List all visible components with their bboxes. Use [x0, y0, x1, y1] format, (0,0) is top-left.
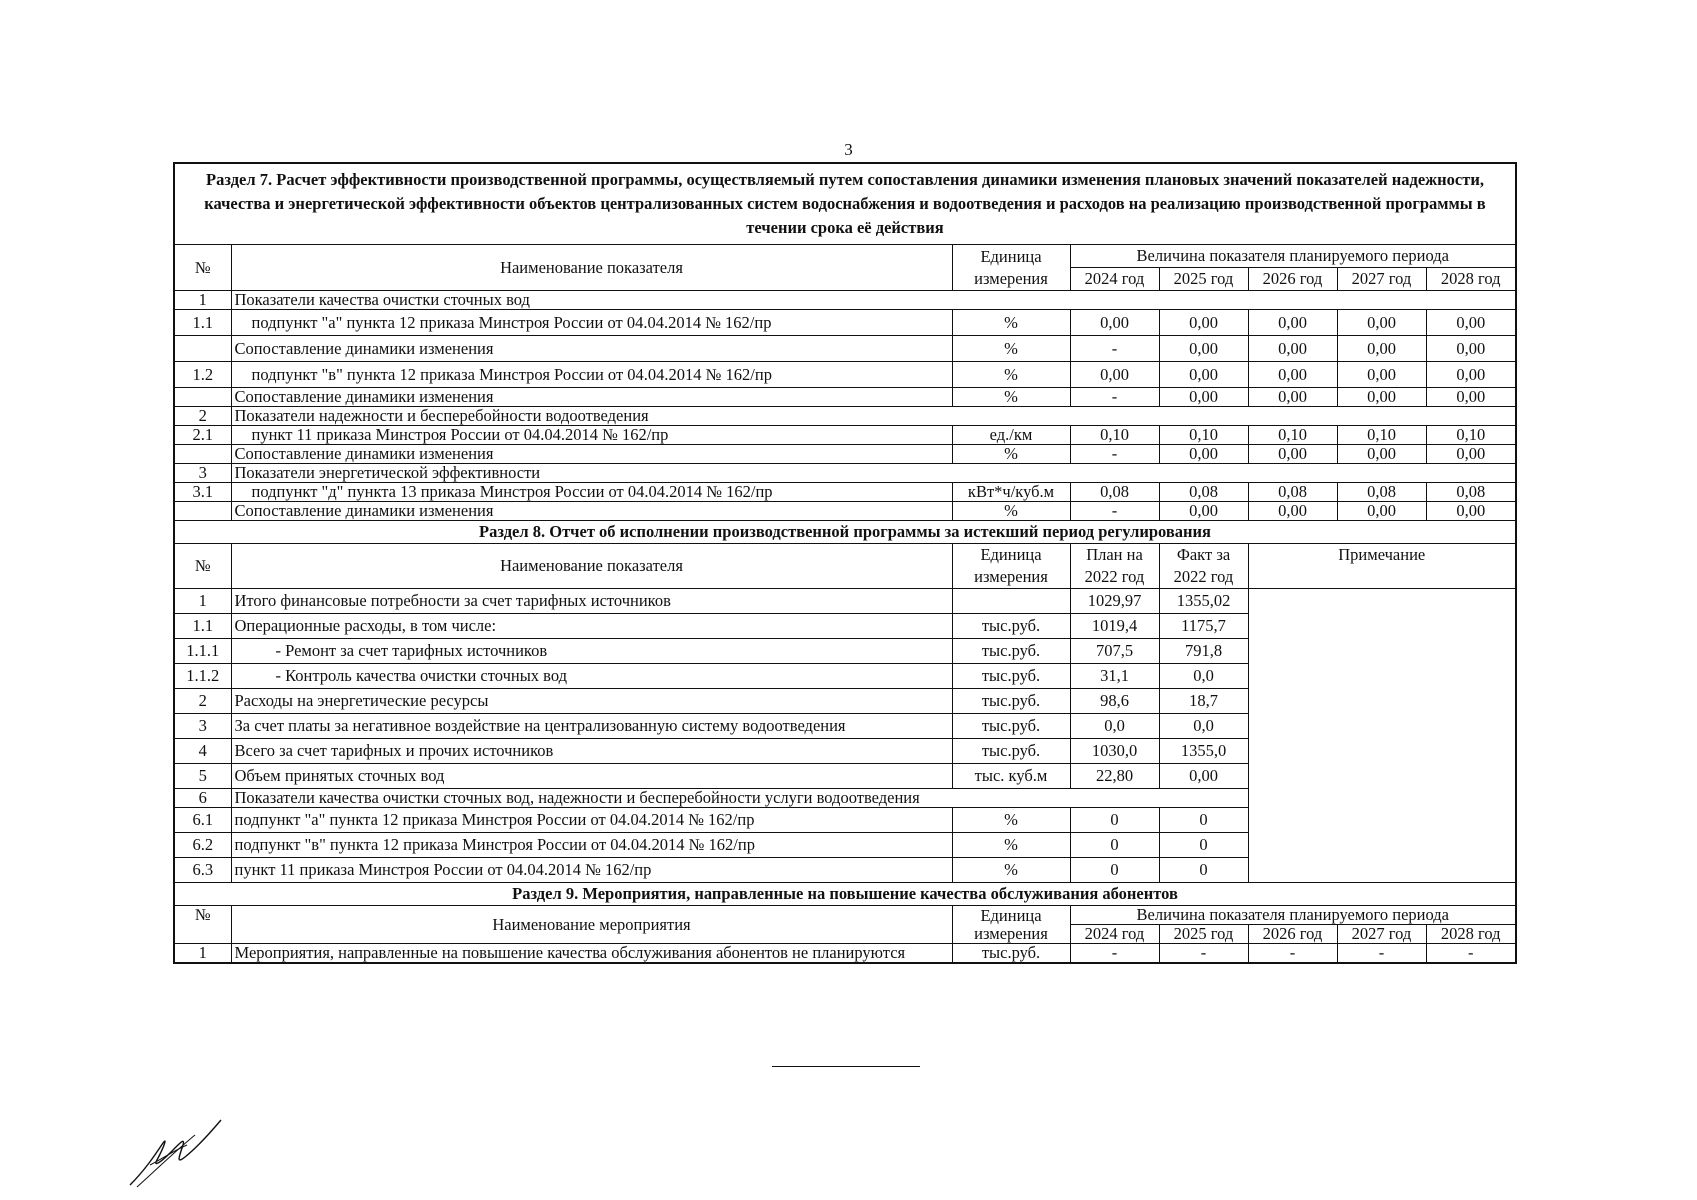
col-header-year: 2025 год: [1159, 925, 1248, 944]
indicator-name: Всего за счет тарифных и прочих источников: [231, 739, 952, 764]
table-row: [174, 310, 1516, 336]
indicator-name: подпункт "в" пункта 12 приказа Минстроя России от 04.04.2014 № 162/пр: [231, 362, 952, 388]
row-number: 6.1: [174, 808, 231, 833]
fact-value: 0,00: [1159, 764, 1248, 789]
row-number: 6: [174, 789, 231, 808]
col-header-period: Величина показателя планируемого периода: [1070, 245, 1516, 268]
value-cell: 0,00: [1070, 362, 1159, 388]
plan-value: 0: [1070, 808, 1159, 833]
plan-value: 22,80: [1070, 764, 1159, 789]
value-cell: 0,00: [1159, 336, 1248, 362]
value-cell: 0,10: [1337, 426, 1426, 445]
indicator-name: Итого финансовые потребности за счет тарифных источников: [231, 589, 952, 614]
indicator-name: Объем принятых сточных вод: [231, 764, 952, 789]
row-number: 1: [174, 944, 231, 964]
value-cell: 0,00: [1248, 336, 1337, 362]
indicator-name: пункт 11 приказа Минстроя России от 04.04.2014 № 162/пр: [231, 858, 952, 883]
col-header-year: 2027 год: [1337, 925, 1426, 944]
header-line: План на: [1086, 545, 1143, 564]
row-number: 6.3: [174, 858, 231, 883]
plan-value: 31,1: [1070, 664, 1159, 689]
value-cell: 0,00: [1159, 388, 1248, 407]
fact-value: 791,8: [1159, 639, 1248, 664]
col-header-year: 2027 год: [1337, 268, 1426, 291]
unit-cell: %: [952, 388, 1070, 407]
col-header-unit: [952, 906, 1070, 944]
row-number: 2: [174, 689, 231, 714]
value-cell: 0,00: [1337, 445, 1426, 464]
col-header-no: №: [174, 906, 231, 944]
value-cell: 0,00: [1337, 388, 1426, 407]
section9-title: Раздел 9. Мероприятия, направленные на повышение качества обслуживания абонентов: [174, 883, 1516, 906]
indicator-name: Сопоставление динамики изменения: [231, 502, 952, 521]
table-row: [174, 464, 1516, 483]
value-cell: 0,08: [1337, 483, 1426, 502]
table-row: [174, 483, 1516, 502]
plan-value: 1030,0: [1070, 739, 1159, 764]
header-line: Факт за: [1176, 545, 1231, 564]
plan-value: 0,0: [1070, 714, 1159, 739]
plan-value: 98,6: [1070, 689, 1159, 714]
report-table: [173, 162, 1517, 964]
unit-cell: тыс.руб.: [952, 689, 1070, 714]
group-heading: Показатели надежности и бесперебойности водоотведения: [231, 407, 1516, 426]
row-number: 2.1: [174, 426, 231, 445]
unit-cell: тыс.руб.: [952, 639, 1070, 664]
unit-cell: тыс. куб.м: [952, 764, 1070, 789]
fact-value: 1175,7: [1159, 614, 1248, 639]
value-cell: 0,00: [1426, 310, 1516, 336]
section8-header-row: [174, 544, 1516, 589]
table-row: [174, 502, 1516, 521]
unit-cell: %: [952, 833, 1070, 858]
row-number: [174, 502, 231, 521]
col-header-period: Величина показателя планируемого периода: [1070, 906, 1516, 925]
value-cell: -: [1337, 944, 1426, 964]
col-header-name: Наименование показателя: [231, 544, 952, 589]
indicator-name: За счет платы за негативное воздействие на централизованную систему водоотведения: [231, 714, 952, 739]
fact-value: 0: [1159, 858, 1248, 883]
row-number: 1.1.1: [174, 639, 231, 664]
group-heading: Показатели качества очистки сточных вод, надежности и бесперебойности услуги водоотведения: [231, 789, 1248, 808]
col-header-no: №: [174, 544, 231, 589]
value-cell: -: [1070, 336, 1159, 362]
value-cell: -: [1159, 944, 1248, 964]
unit-cell: тыс.руб.: [952, 714, 1070, 739]
row-number: 3.1: [174, 483, 231, 502]
value-cell: -: [1070, 502, 1159, 521]
row-number: 4: [174, 739, 231, 764]
col-header-fact: [1159, 544, 1248, 589]
value-cell: 0,00: [1159, 362, 1248, 388]
value-cell: -: [1070, 944, 1159, 964]
header-line: Единица: [980, 246, 1042, 266]
table-row: [174, 407, 1516, 426]
unit-cell: %: [952, 502, 1070, 521]
col-header-year: 2024 год: [1070, 268, 1159, 291]
header-line: 2022 год: [1173, 567, 1234, 586]
group-heading: Показатели энергетической эффективности: [231, 464, 1516, 483]
header-line: измерения: [974, 923, 1048, 943]
unit-cell: %: [952, 445, 1070, 464]
value-cell: 0,00: [1426, 502, 1516, 521]
document-body: [173, 162, 1515, 964]
plan-value: 0: [1070, 858, 1159, 883]
col-header-note: Примечание: [1248, 544, 1516, 589]
fact-value: 18,7: [1159, 689, 1248, 714]
plan-value: 707,5: [1070, 639, 1159, 664]
value-cell: 0,08: [1070, 483, 1159, 502]
value-cell: 0,00: [1248, 310, 1337, 336]
plan-value: 0: [1070, 833, 1159, 858]
value-cell: -: [1426, 944, 1516, 964]
page-number: 3: [844, 140, 853, 159]
value-cell: -: [1070, 388, 1159, 407]
value-cell: 0,00: [1426, 336, 1516, 362]
value-cell: 0,10: [1426, 426, 1516, 445]
row-number: 1.1.2: [174, 664, 231, 689]
col-header-year: 2025 год: [1159, 268, 1248, 291]
group-heading: Показатели качества очистки сточных вод: [231, 291, 1516, 310]
table-row: [174, 362, 1516, 388]
table-row: [174, 336, 1516, 362]
value-cell: 0,00: [1159, 445, 1248, 464]
row-number: 1.1: [174, 310, 231, 336]
unit-cell: тыс.руб.: [952, 739, 1070, 764]
value-cell: 0,00: [1337, 362, 1426, 388]
value-cell: 0,08: [1426, 483, 1516, 502]
fact-value: 0,0: [1159, 714, 1248, 739]
indicator-name: - Контроль качества очистки сточных вод: [231, 664, 952, 689]
section8-title-row: [174, 521, 1516, 544]
row-number: 3: [174, 714, 231, 739]
table-row: [174, 426, 1516, 445]
unit-cell: кВт*ч/куб.м: [952, 483, 1070, 502]
value-cell: 0,00: [1248, 445, 1337, 464]
value-cell: 0,00: [1337, 502, 1426, 521]
indicator-name: Сопоставление динамики изменения: [231, 336, 952, 362]
footer-divider: [772, 1066, 920, 1067]
indicator-name: Операционные расходы, в том числе:: [231, 614, 952, 639]
table-row: [174, 944, 1516, 964]
col-header-name: Наименование мероприятия: [231, 906, 952, 944]
table-row: [174, 388, 1516, 407]
value-cell: -: [1248, 944, 1337, 964]
fact-value: 0,0: [1159, 664, 1248, 689]
row-number: 1: [174, 291, 231, 310]
row-number: 1.1: [174, 614, 231, 639]
indicator-name: пункт 11 приказа Минстроя России от 04.04.2014 № 162/пр: [231, 426, 952, 445]
value-cell: 0,10: [1248, 426, 1337, 445]
section9-title-row: [174, 883, 1516, 906]
value-cell: 0,08: [1159, 483, 1248, 502]
value-cell: 0,00: [1426, 362, 1516, 388]
plan-value: 1019,4: [1070, 614, 1159, 639]
table-row: [174, 445, 1516, 464]
table-row: [174, 589, 1516, 614]
activity-name: Мероприятия, направленные на повышение качества обслуживания абонентов не планируются: [231, 944, 952, 964]
value-cell: 0,00: [1070, 310, 1159, 336]
unit-cell: %: [952, 362, 1070, 388]
row-number: 6.2: [174, 833, 231, 858]
indicator-name: - Ремонт за счет тарифных источников: [231, 639, 952, 664]
row-number: 1: [174, 589, 231, 614]
section9-header-row: [174, 906, 1516, 925]
header-line: Единица: [980, 905, 1042, 925]
indicator-name: Расходы на энергетические ресурсы: [231, 689, 952, 714]
unit-cell: %: [952, 310, 1070, 336]
value-cell: 0,00: [1248, 502, 1337, 521]
unit-cell: [952, 589, 1070, 614]
unit-cell: %: [952, 858, 1070, 883]
indicator-name: Сопоставление динамики изменения: [231, 445, 952, 464]
row-number: [174, 388, 231, 407]
indicator-name: подпункт "а" пункта 12 приказа Минстроя России от 04.04.2014 № 162/пр: [231, 310, 952, 336]
indicator-name: Сопоставление динамики изменения: [231, 388, 952, 407]
indicator-name: подпункт "а" пункта 12 приказа Минстроя России от 04.04.2014 № 162/пр: [231, 808, 952, 833]
handwritten-signature: [125, 1115, 225, 1190]
row-number: 1.2: [174, 362, 231, 388]
row-number: [174, 445, 231, 464]
fact-value: 0: [1159, 808, 1248, 833]
unit-cell: тыс.руб.: [952, 664, 1070, 689]
section7-header-row: [174, 245, 1516, 268]
col-header-year: 2026 год: [1248, 268, 1337, 291]
col-header-year: 2024 год: [1070, 925, 1159, 944]
header-line: Единица: [980, 545, 1042, 564]
unit-cell: ед./км: [952, 426, 1070, 445]
value-cell: 0,00: [1159, 310, 1248, 336]
row-number: 5: [174, 764, 231, 789]
col-header-unit: [952, 245, 1070, 291]
value-cell: -: [1070, 445, 1159, 464]
row-number: [174, 336, 231, 362]
col-header-name: Наименование показателя: [231, 245, 952, 291]
value-cell: 0,00: [1426, 445, 1516, 464]
value-cell: 0,00: [1159, 502, 1248, 521]
value-cell: 0,10: [1070, 426, 1159, 445]
unit-cell: тыс.руб.: [952, 944, 1070, 964]
table-row: [174, 291, 1516, 310]
section8-title: Раздел 8. Отчет об исполнении производственной программы за истекший период регулирования: [174, 521, 1516, 544]
row-number: 2: [174, 407, 231, 426]
col-header-year: 2028 год: [1426, 268, 1516, 291]
col-header-plan: [1070, 544, 1159, 589]
indicator-name: подпункт "в" пункта 12 приказа Минстроя России от 04.04.2014 № 162/пр: [231, 833, 952, 858]
fact-value: 0: [1159, 833, 1248, 858]
value-cell: 0,08: [1248, 483, 1337, 502]
header-line: 2022 год: [1084, 567, 1145, 586]
col-header-year: 2026 год: [1248, 925, 1337, 944]
col-header-year: 2028 год: [1426, 925, 1516, 944]
indicator-name: подпункт "д" пункта 13 приказа Минстроя России от 04.04.2014 № 162/пр: [231, 483, 952, 502]
section7-title: Раздел 7. Расчет эффективности производственной программы, осуществляемый путем сопоставления динамики изменения плановых значений показателей надежности, качества и энергетической эффективности объектов централизованных систем водоснабжения и водоотведения и расходов на реализацию производственной программы в течении срока её действия: [174, 163, 1516, 245]
fact-value: 1355,0: [1159, 739, 1248, 764]
value-cell: 0,00: [1337, 336, 1426, 362]
note-cell: [1248, 589, 1516, 883]
value-cell: 0,00: [1248, 388, 1337, 407]
value-cell: 0,00: [1248, 362, 1337, 388]
unit-cell: %: [952, 336, 1070, 362]
value-cell: 0,00: [1337, 310, 1426, 336]
fact-value: 1355,02: [1159, 589, 1248, 614]
col-header-unit: [952, 544, 1070, 589]
plan-value: 1029,97: [1070, 589, 1159, 614]
col-header-no: №: [174, 245, 231, 291]
section7-title-row: [174, 163, 1516, 245]
unit-cell: тыс.руб.: [952, 614, 1070, 639]
row-number: 3: [174, 464, 231, 483]
value-cell: 0,00: [1426, 388, 1516, 407]
unit-cell: %: [952, 808, 1070, 833]
value-cell: 0,10: [1159, 426, 1248, 445]
header-line: измерения: [974, 567, 1048, 586]
header-line: измерения: [974, 268, 1048, 288]
